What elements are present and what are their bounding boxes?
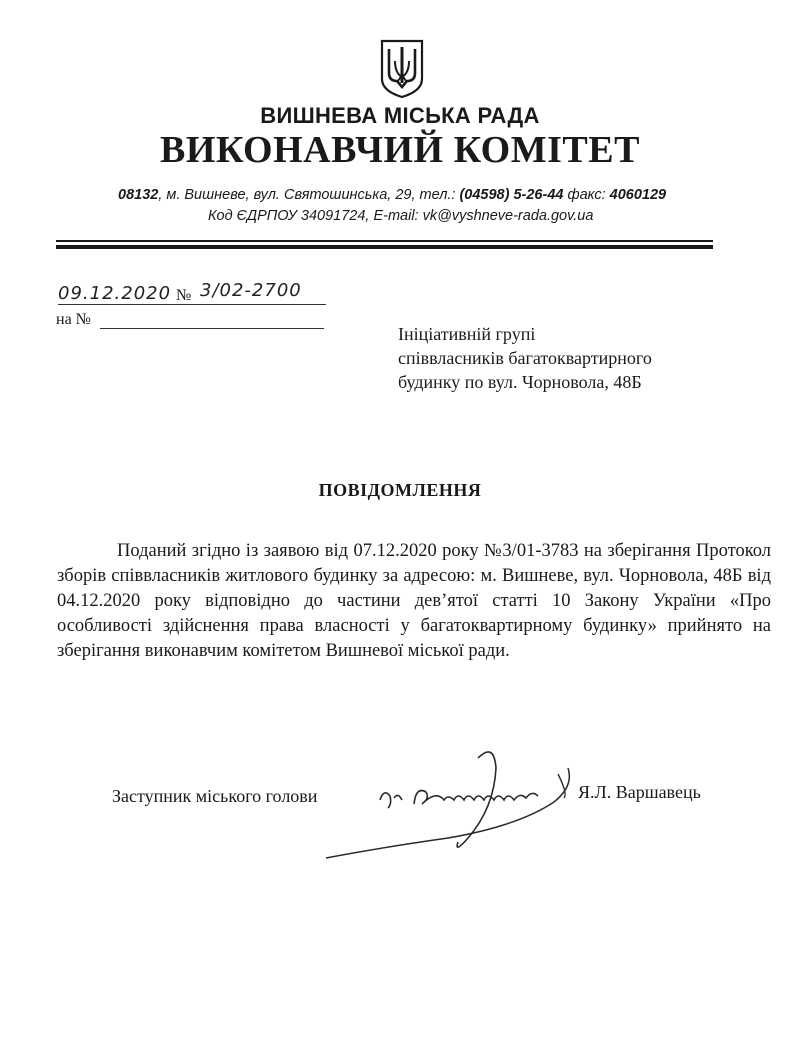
handwritten-signature bbox=[318, 738, 598, 868]
postcode: 08132 bbox=[118, 187, 159, 203]
signer-position: Заступник міського голови bbox=[112, 786, 318, 806]
header-divider-thick bbox=[56, 245, 713, 249]
incoming-number-blank bbox=[100, 328, 324, 329]
recipient-line: співвласників багатоквартирного bbox=[398, 348, 652, 368]
council-name: ВИШНЕВА МІСЬКА РАДА bbox=[260, 103, 540, 128]
document-body: Поданий згідно із заявою від 07.12.2020 року №3/01-3783 на зберігання Протокол зборів співвласників житлового будинку за адресою: м. Вишневе, вул. Чорновола, 48Б від 04.12.2020 року відповідно до частини дев’ятої статті 10 Закону України «Про особливості здійснення права власності у багатоквартирному будинку» прийнято на зберігання виконавчим комітетом Вишневої міської ради. bbox=[57, 541, 771, 661]
address-text: , м. Вишневе, вул. Святошинська, 29, тел.: bbox=[158, 187, 460, 203]
recipient-line: Ініціативній групі bbox=[398, 324, 536, 344]
committee-name: ВИКОНАВЧИЙ КОМІТЕТ bbox=[160, 129, 640, 171]
header-divider-thin bbox=[56, 240, 713, 242]
phone-number: (04598) 5-26-44 bbox=[459, 187, 564, 203]
fax-number: 4060129 bbox=[609, 187, 667, 203]
fax-label: факс: bbox=[567, 187, 610, 203]
recipient-line: будинку по вул. Чорновола, 48Б bbox=[398, 372, 642, 392]
outgoing-date: 09.12.2020 bbox=[58, 283, 172, 304]
signer-name: Я.Л. Варшавець bbox=[578, 782, 701, 802]
trident-emblem-icon bbox=[379, 39, 425, 99]
address-line bbox=[118, 187, 666, 203]
edrpou-line: Код ЄДРПОУ 34091724, E-mail: vk@vyshneve-rada.gov.ua bbox=[208, 208, 594, 224]
incoming-number-label: на № bbox=[56, 311, 91, 328]
outgoing-underline bbox=[58, 304, 326, 305]
outgoing-number-label: № bbox=[176, 287, 192, 304]
document-title: ПОВІДОМЛЕННЯ bbox=[318, 480, 482, 500]
outgoing-number: 3/02-2700 bbox=[200, 280, 302, 301]
recipient-block bbox=[398, 322, 652, 394]
